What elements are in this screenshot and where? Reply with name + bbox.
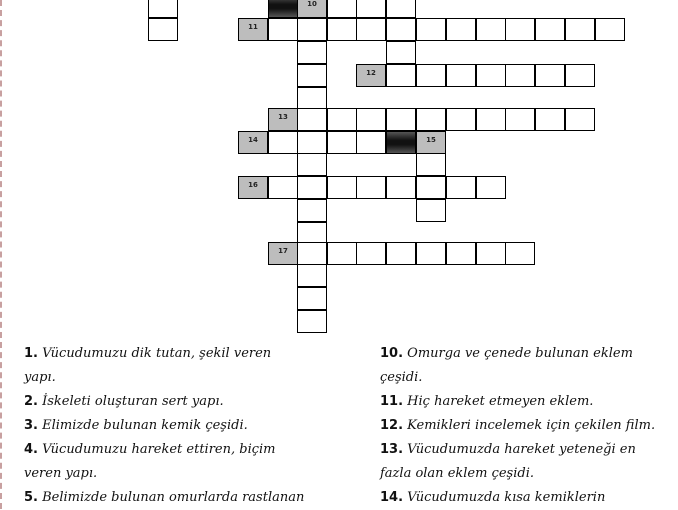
clue-text: fazla olan eklem çeşidi. [380,466,534,481]
crossword-cell[interactable] [386,64,416,87]
clue-number: 4. [24,442,38,457]
crossword-cell[interactable] [595,18,625,41]
crossword-cell[interactable] [327,242,357,265]
crossword-cell[interactable] [416,199,446,222]
clue-number: 16 [248,181,258,189]
crossword-cell[interactable] [535,18,565,41]
crossword-cell[interactable] [416,108,446,131]
crossword-cell[interactable] [476,108,506,131]
clue-11 [380,390,670,414]
clue-3 [24,414,324,438]
clue-text: Belimizde bulunan omurlarda rastlanan [42,490,305,505]
crossword-cell[interactable] [565,64,595,87]
clue-number: 14. [380,490,404,505]
clue-number-cell-12 [356,64,386,87]
clue-14 [380,486,670,510]
clue-number: 1. [24,346,38,361]
black-cell [386,131,416,154]
crossword-cell[interactable] [297,153,327,176]
crossword-cell[interactable] [297,310,327,333]
clue-text: veren yapı. [24,466,98,481]
crossword-cell[interactable] [297,108,327,131]
crossword-cell[interactable] [268,18,298,41]
crossword-cell[interactable] [386,18,416,41]
crossword-cell[interactable] [565,18,595,41]
crossword-cell[interactable] [327,18,357,41]
clues-right-column [380,342,670,510]
clue-number: 14 [248,136,258,144]
crossword-cell[interactable] [268,176,298,199]
clue-text: Kemikleri incelemek için çekilen film. [407,418,656,433]
clue-text: çeşidi. [380,370,423,385]
clue-2 [24,390,324,414]
crossword-cell[interactable] [356,242,386,265]
clue-number: 2. [24,394,38,409]
crossword-cell[interactable] [446,108,476,131]
crossword-cell[interactable] [297,264,327,287]
crossword-cell[interactable] [476,64,506,87]
clue-number-cell-11 [238,18,268,41]
crossword-cell[interactable] [535,108,565,131]
crossword-cell[interactable] [416,64,446,87]
crossword-cell[interactable] [416,18,446,41]
clues-left-column [24,342,324,510]
crossword-cell[interactable] [446,64,476,87]
crossword-cell[interactable] [297,199,327,222]
crossword-cell[interactable] [356,0,386,18]
crossword-cell[interactable] [386,242,416,265]
crossword-cell[interactable] [386,108,416,131]
crossword-cell[interactable] [297,176,327,199]
clue-text: Vücudumuzu dik tutan, şekil veren [42,346,272,361]
crossword-cell[interactable] [505,108,535,131]
clue-number: 12 [366,69,376,77]
crossword-cell[interactable] [148,18,178,41]
clue-text: Vücudumuzda kısa kemiklerin [407,490,606,505]
crossword-cell[interactable] [327,0,357,18]
clue-number: 11 [248,23,258,31]
crossword-cell[interactable] [297,87,327,110]
crossword-cell[interactable] [476,18,506,41]
clue-number: 5. [24,490,38,505]
crossword-cell[interactable] [356,18,386,41]
crossword-cell[interactable] [446,242,476,265]
crossword-cell[interactable] [356,108,386,131]
crossword-cell[interactable] [476,242,506,265]
clue-text: İskeleti oluşturan sert yapı. [42,394,224,409]
crossword-cell[interactable] [327,108,357,131]
crossword-cell[interactable] [386,0,416,18]
crossword-cell[interactable] [148,0,178,18]
clue-number-cell-17 [268,242,298,265]
crossword-cell[interactable] [297,242,327,265]
clue-10 [380,342,670,390]
clue-text: Vücudumuzda hareket yeteneği en [407,442,636,457]
clue-number: 13. [380,442,404,457]
crossword-cell[interactable] [505,242,535,265]
crossword-cell[interactable] [446,176,476,199]
crossword-cell[interactable] [565,108,595,131]
crossword-cell[interactable] [386,41,416,64]
crossword-cell[interactable] [416,242,446,265]
crossword-cell[interactable] [505,64,535,87]
crossword-cell[interactable] [356,131,386,154]
black-cell [268,0,298,18]
clue-number-cell-10 [297,0,327,18]
clue-number-cell-14 [238,131,268,154]
clue-number: 3. [24,418,38,433]
crossword-cell[interactable] [356,176,386,199]
clue-13 [380,438,670,486]
clue-text: yapı. [24,370,56,385]
crossword-cell[interactable] [416,176,446,199]
clue-1 [24,342,324,390]
clue-number: 10 [307,0,317,8]
clue-number: 13 [278,113,288,121]
clue-text: Elimizde bulunan kemik çeşidi. [42,418,248,433]
crossword-cell[interactable] [327,176,357,199]
clue-number: 12. [380,418,404,433]
clue-5 [24,486,324,510]
crossword-cell[interactable] [386,176,416,199]
crossword-cell[interactable] [446,18,476,41]
clue-text: Omurga ve çenede bulunan eklem [407,346,633,361]
crossword-cell[interactable] [416,153,446,176]
crossword-cell[interactable] [268,131,298,154]
clue-number: 15 [426,136,436,144]
crossword-cell[interactable] [297,287,327,310]
crossword-cell[interactable] [297,18,327,41]
clue-number: 11. [380,394,404,409]
crossword-cell[interactable] [476,176,506,199]
clue-text: Hiç hareket etmeyen eklem. [407,394,594,409]
crossword-cell[interactable] [327,131,357,154]
clue-12 [380,414,670,438]
clue-number-cell-16 [238,176,268,199]
clue-number: 17 [278,247,288,255]
crossword-cell[interactable] [535,64,565,87]
clue-number-cell-15 [416,131,446,154]
clue-list [0,340,678,509]
crossword-cell[interactable] [297,64,327,87]
crossword-cell[interactable] [297,41,327,64]
crossword-cell[interactable] [297,131,327,154]
clue-4 [24,438,324,486]
clue-text: Vücudumuzu hareket ettiren, biçim [42,442,276,457]
crossword-cell[interactable] [505,18,535,41]
clue-number-cell-13 [268,108,298,131]
clue-number: 10. [380,346,404,361]
